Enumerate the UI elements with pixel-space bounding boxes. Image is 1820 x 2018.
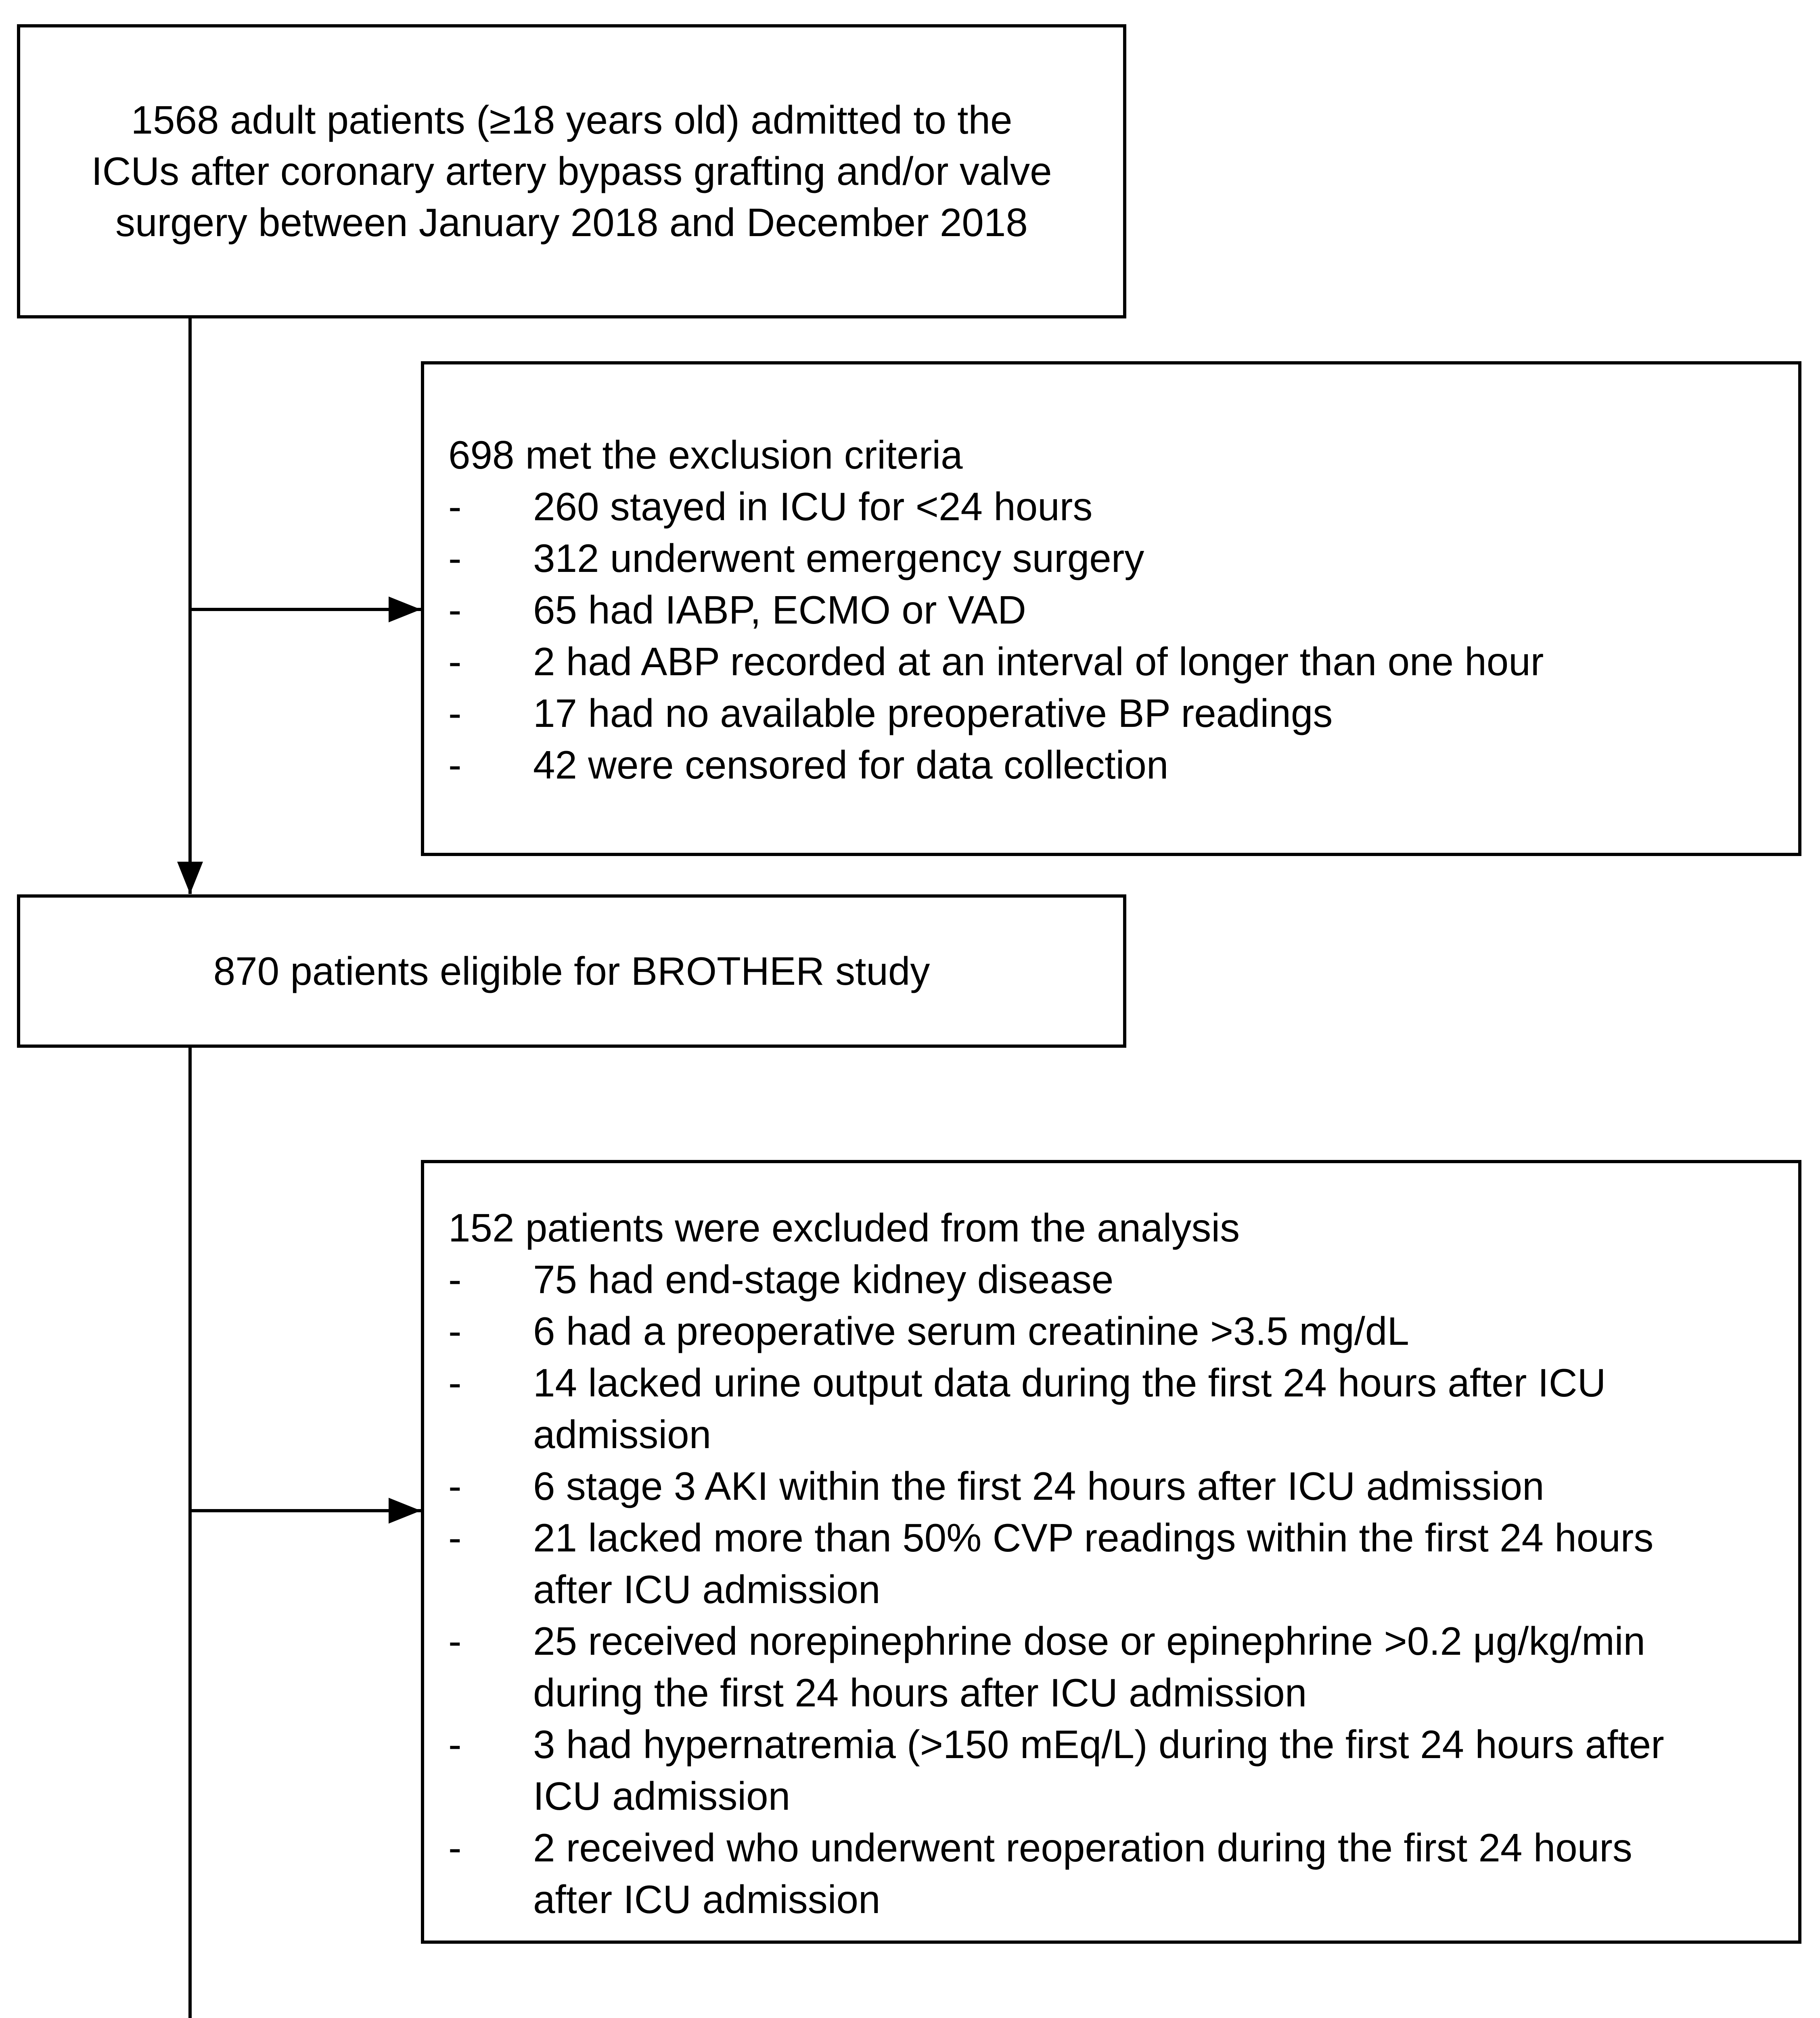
- list-item-text: - 260 stayed in ICU for <24 hours: [533, 484, 1093, 529]
- list-item: [448, 1719, 1798, 1822]
- list-item-text: - 3 had hypernatremia (>150 mEq/L) during the first 24 hours after: [533, 1722, 1664, 1767]
- list-item-text: after ICU admission: [533, 1877, 881, 1922]
- exclusion-1-list: [448, 481, 1798, 791]
- list-item-text: during the first 24 hours after ICU admission: [533, 1671, 1307, 1715]
- list-item-text: - 42 were censored for data collection: [533, 743, 1169, 787]
- list-item: [448, 1512, 1798, 1615]
- list-item-text: admission: [533, 1412, 711, 1457]
- list-item: [448, 1822, 1798, 1925]
- list-item-text: ICU admission: [533, 1774, 791, 1818]
- top-box-line: 1568 adult patients (≥18 years old) admitted to the: [131, 98, 1013, 142]
- list-item-text: - 75 had end-stage kidney disease: [533, 1257, 1114, 1302]
- list-item: [448, 584, 1798, 636]
- top-box-line: ICUs after coronary artery bypass grafting and/or valve: [91, 149, 1052, 193]
- middle-box: [17, 894, 1126, 1048]
- list-item-text: - 65 had IABP, ECMO or VAD: [533, 588, 1026, 632]
- list-item-text: - 2 received who underwent reoperation during the first 24 hours: [533, 1825, 1632, 1870]
- list-item: [448, 481, 1798, 532]
- list-item-text: - 17 had no available preoperative BP readings: [533, 691, 1333, 735]
- list-item: [448, 1615, 1798, 1719]
- list-item-text: - 6 stage 3 AKI within the first 24 hours after ICU admission: [533, 1464, 1544, 1508]
- list-item-text: after ICU admission: [533, 1567, 881, 1612]
- list-item-text: - 312 underwent emergency surgery: [533, 536, 1144, 580]
- list-item-text: - 14 lacked urine output data during the first 24 hours after ICU: [533, 1361, 1606, 1405]
- middle-box-text: 870 patients eligible for BROTHER study: [213, 948, 930, 993]
- top-box-text: [91, 94, 1052, 248]
- list-item: [448, 687, 1798, 739]
- list-item: [448, 532, 1798, 584]
- list-item: [448, 1305, 1798, 1357]
- exclusion-2-list: [448, 1254, 1798, 1925]
- top-box: [17, 24, 1126, 318]
- exclusion-2-heading: 152 patients were excluded from the analysis: [448, 1206, 1240, 1250]
- list-item: [448, 636, 1798, 687]
- list-item-text: - 6 had a preoperative serum creatinine >3.5 mg/dL: [533, 1309, 1409, 1353]
- list-item-text: - 25 received norepinephrine dose or epinephrine >0.2 μg/kg/min: [533, 1619, 1646, 1663]
- list-item-text: - 2 had ABP recorded at an interval of longer than one hour: [533, 639, 1544, 684]
- top-box-line: surgery between January 2018 and December 2018: [115, 200, 1028, 245]
- exclusion-1-heading: 698 met the exclusion criteria: [448, 433, 963, 477]
- list-item: [448, 739, 1798, 791]
- exclusion-box-2: [421, 1160, 1801, 1944]
- list-item: [448, 1357, 1798, 1460]
- list-item: [448, 1460, 1798, 1512]
- list-item-text: - 21 lacked more than 50% CVP readings within the first 24 hours: [533, 1516, 1654, 1560]
- list-item: [448, 1254, 1798, 1305]
- exclusion-box-1: [421, 361, 1801, 856]
